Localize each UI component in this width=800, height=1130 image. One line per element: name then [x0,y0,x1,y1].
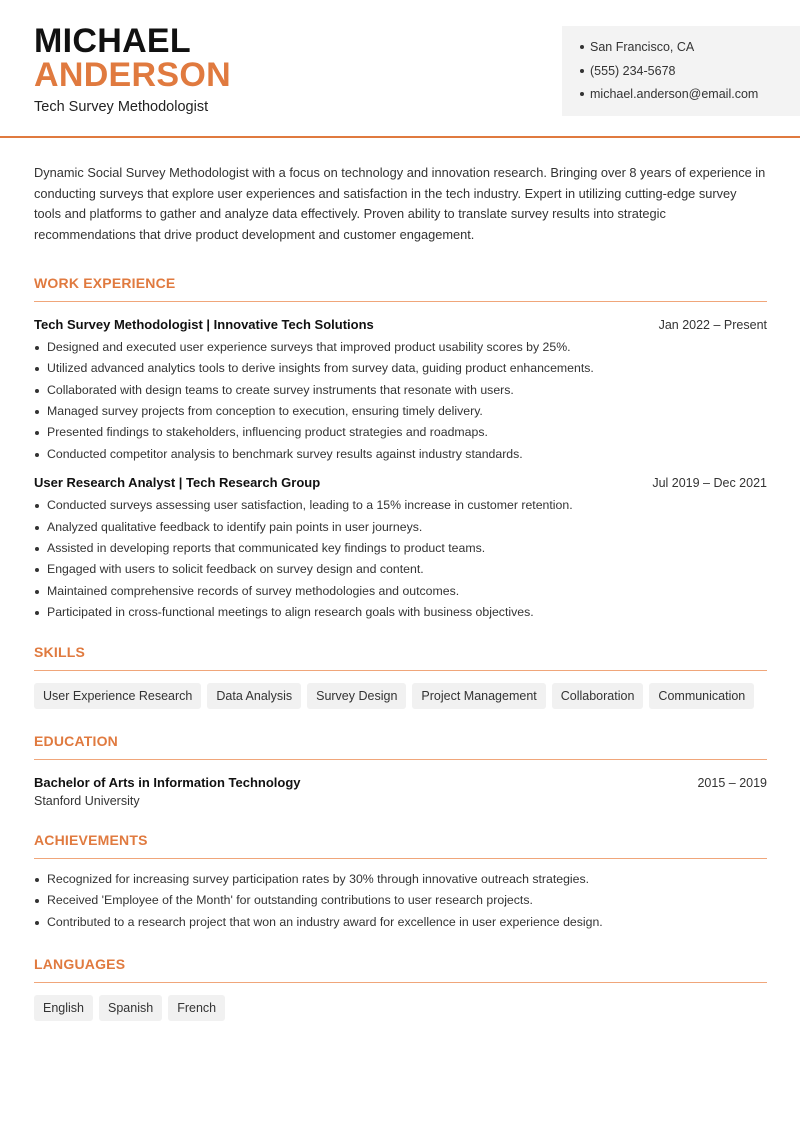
job-bullets [34,337,767,465]
skill-chip: User Experience Research [34,683,201,709]
job-header [34,317,767,332]
achievements-section [34,832,767,933]
language-chip: English [34,995,93,1021]
list-item: Presented findings to stakeholders, influencing product strategies and roadmaps. [34,422,767,443]
section-title-skills: SKILLS [34,644,767,671]
last-name: ANDERSON [34,56,231,94]
job-entry [34,317,767,465]
summary-text: Dynamic Social Survey Methodologist with a focus on technology and innovation research. Bringing over 8 years of experience in conducting surveys that explore user experiences and satisfaction in the tech industry. Expert in utilizing cutting-edge survey tools and platforms to gather and analyze data effectively. Proven ability to translate survey results into strategic recommendations that drive product development and customer engagement. [34,165,766,243]
list-item: Managed survey projects from conception to execution, ensuring timely delivery. [34,401,767,422]
job-role: User Research Analyst | Tech Research Group [34,475,321,491]
list-item: Collaborated with design teams to create survey instruments that resonate with users. [34,380,767,401]
skills-chips [34,683,767,709]
section-title-languages: LANGUAGES [34,956,767,983]
list-item: Designed and executed user experience surveys that improved product usability scores by 25%. [34,337,767,358]
contact-box [562,26,800,116]
list-item: Recognized for increasing survey participation rates by 30% through innovative outreach strategies. [34,869,767,890]
list-item: Maintained comprehensive records of survey methodologies and outcomes. [34,581,767,602]
section-title-education: EDUCATION [34,733,767,760]
section-title-work: WORK EXPERIENCE [34,275,767,302]
languages-chips [34,995,767,1021]
section-title-achievements: ACHIEVEMENTS [34,832,767,859]
list-item: Conducted competitor analysis to benchmark survey results against industry standards. [34,444,767,465]
education-dates: 2015 – 2019 [697,775,767,790]
list-item: Analyzed qualitative feedback to identify pain points in user journeys. [34,517,767,538]
first-name: MICHAEL [34,22,191,60]
skill-chip: Communication [649,683,754,709]
skill-chip: Survey Design [307,683,406,709]
achievements-list [34,869,767,933]
contact-email: michael.anderson@email.com [580,85,782,109]
list-item: Utilized advanced analytics tools to derive insights from survey data, guiding product enhancements. [34,358,767,379]
list-item: Contributed to a research project that won an industry award for excellence in user experience design. [34,912,767,933]
skill-chip: Collaboration [552,683,644,709]
contact-phone: (555) 234-5678 [580,62,782,86]
resume-content [34,163,767,1021]
list-item: Participated in cross-functional meetings to align research goals with business objectives. [34,602,767,623]
languages-section [34,956,767,1021]
job-entry [34,475,767,623]
contact-location: San Francisco, CA [580,38,782,62]
job-title: Tech Survey Methodologist [34,99,209,115]
language-chip: Spanish [99,995,162,1021]
skill-chip: Data Analysis [207,683,301,709]
job-dates: Jan 2022 – Present [658,317,767,332]
list-item: Assisted in developing reports that communicated key findings to product teams. [34,538,767,559]
job-dates: Jul 2019 – Dec 2021 [652,476,767,491]
work-experience-section [34,275,767,624]
skill-chip: Project Management [412,683,545,709]
education-section [34,733,767,808]
job-bullets [34,495,767,623]
list-item: Engaged with users to solicit feedback on survey design and content. [34,559,767,580]
list-item: Received 'Employee of the Month' for outstanding contributions to user research projects. [34,890,767,911]
skills-section [34,644,767,709]
education-degree: Bachelor of Arts in Information Technology [34,774,301,790]
list-item: Conducted surveys assessing user satisfaction, leading to a 15% increase in customer retention. [34,495,767,516]
language-chip: French [168,995,225,1021]
education-school: Stanford University [34,793,140,808]
job-header [34,475,767,490]
job-role: Tech Survey Methodologist | Innovative Tech Solutions [34,316,374,332]
education-header [34,775,767,790]
resume-header [0,0,800,138]
